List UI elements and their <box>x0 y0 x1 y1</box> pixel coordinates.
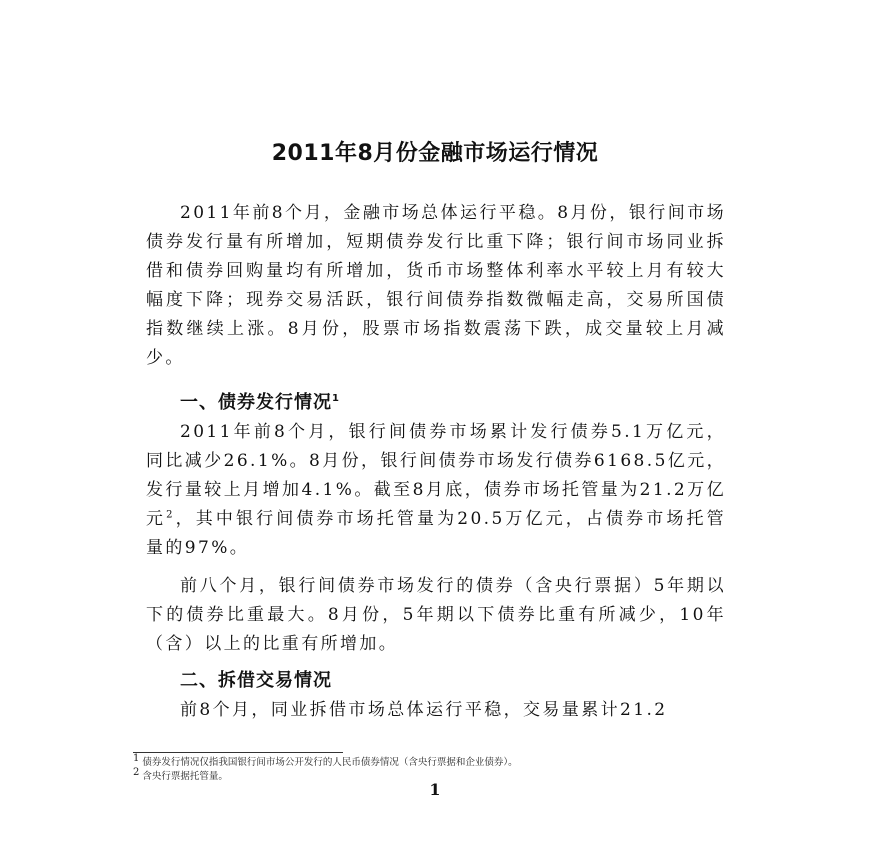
page-number: 1 <box>429 780 441 799</box>
intro-paragraph: 2011年前8个月，金融市场总体运行平稳。8月份，银行间市场债券发行量有所增加，短期债券发行比重下降；银行间市场同业拆借和债券回购量均有所增加，货币市场整体利率水平较上月有较大幅度下降；现券交易活跃，银行间债券指数微幅走高，交易所国债指数继续上涨。8月份，股票市场指数震荡下跌，成交量较上月减少。 <box>146 203 726 368</box>
footnote-ref: 1 <box>332 393 340 404</box>
paragraph-text: 2011年前8个月，银行间债券市场累计发行债券5.1万亿元，同比减少26.1%。8月份，银行间债券市场发行债券6168.5亿元，发行量较上月增加4.1%。截至8月底，债券市场托管量为21.2万亿元 <box>146 422 726 529</box>
footnote-mark: 2 <box>133 766 140 778</box>
page-title: 2011年8月份金融市场运行情况 <box>271 141 599 166</box>
footnote-1 <box>133 752 518 770</box>
footnote-divider <box>133 752 343 753</box>
section-heading-text: 一、债券发行情况 <box>180 392 332 413</box>
interbank-lending-paragraph: 前8个月，同业拆借市场总体运行平稳，交易量累计21.2 <box>180 700 668 720</box>
footnote-text: 含央行票据托管量。 <box>142 771 228 782</box>
bond-maturity-paragraph: 前八个月，银行间债券市场发行的债券（含央行票据）5年期以下的债券比重最大。8月份，5年期以下债券比重有所减少，10年（含）以上的比重有所增加。 <box>146 576 726 654</box>
section-heading-bond-issuance <box>180 388 340 414</box>
section-heading-interbank-lending: 二、拆借交易情况 <box>180 670 332 691</box>
paragraph-text: ，其中银行间债券市场托管量为20.5万亿元，占债券市场托管量的97%。 <box>146 509 726 558</box>
bond-issuance-paragraph <box>146 418 726 563</box>
footnote-ref: 2 <box>166 509 175 521</box>
footnote-text: 债券发行情况仅指我国银行间市场公开发行的人民币债券情况（含央行票据和企业债券）。 <box>142 757 518 768</box>
footnote-mark: 1 <box>133 752 140 764</box>
